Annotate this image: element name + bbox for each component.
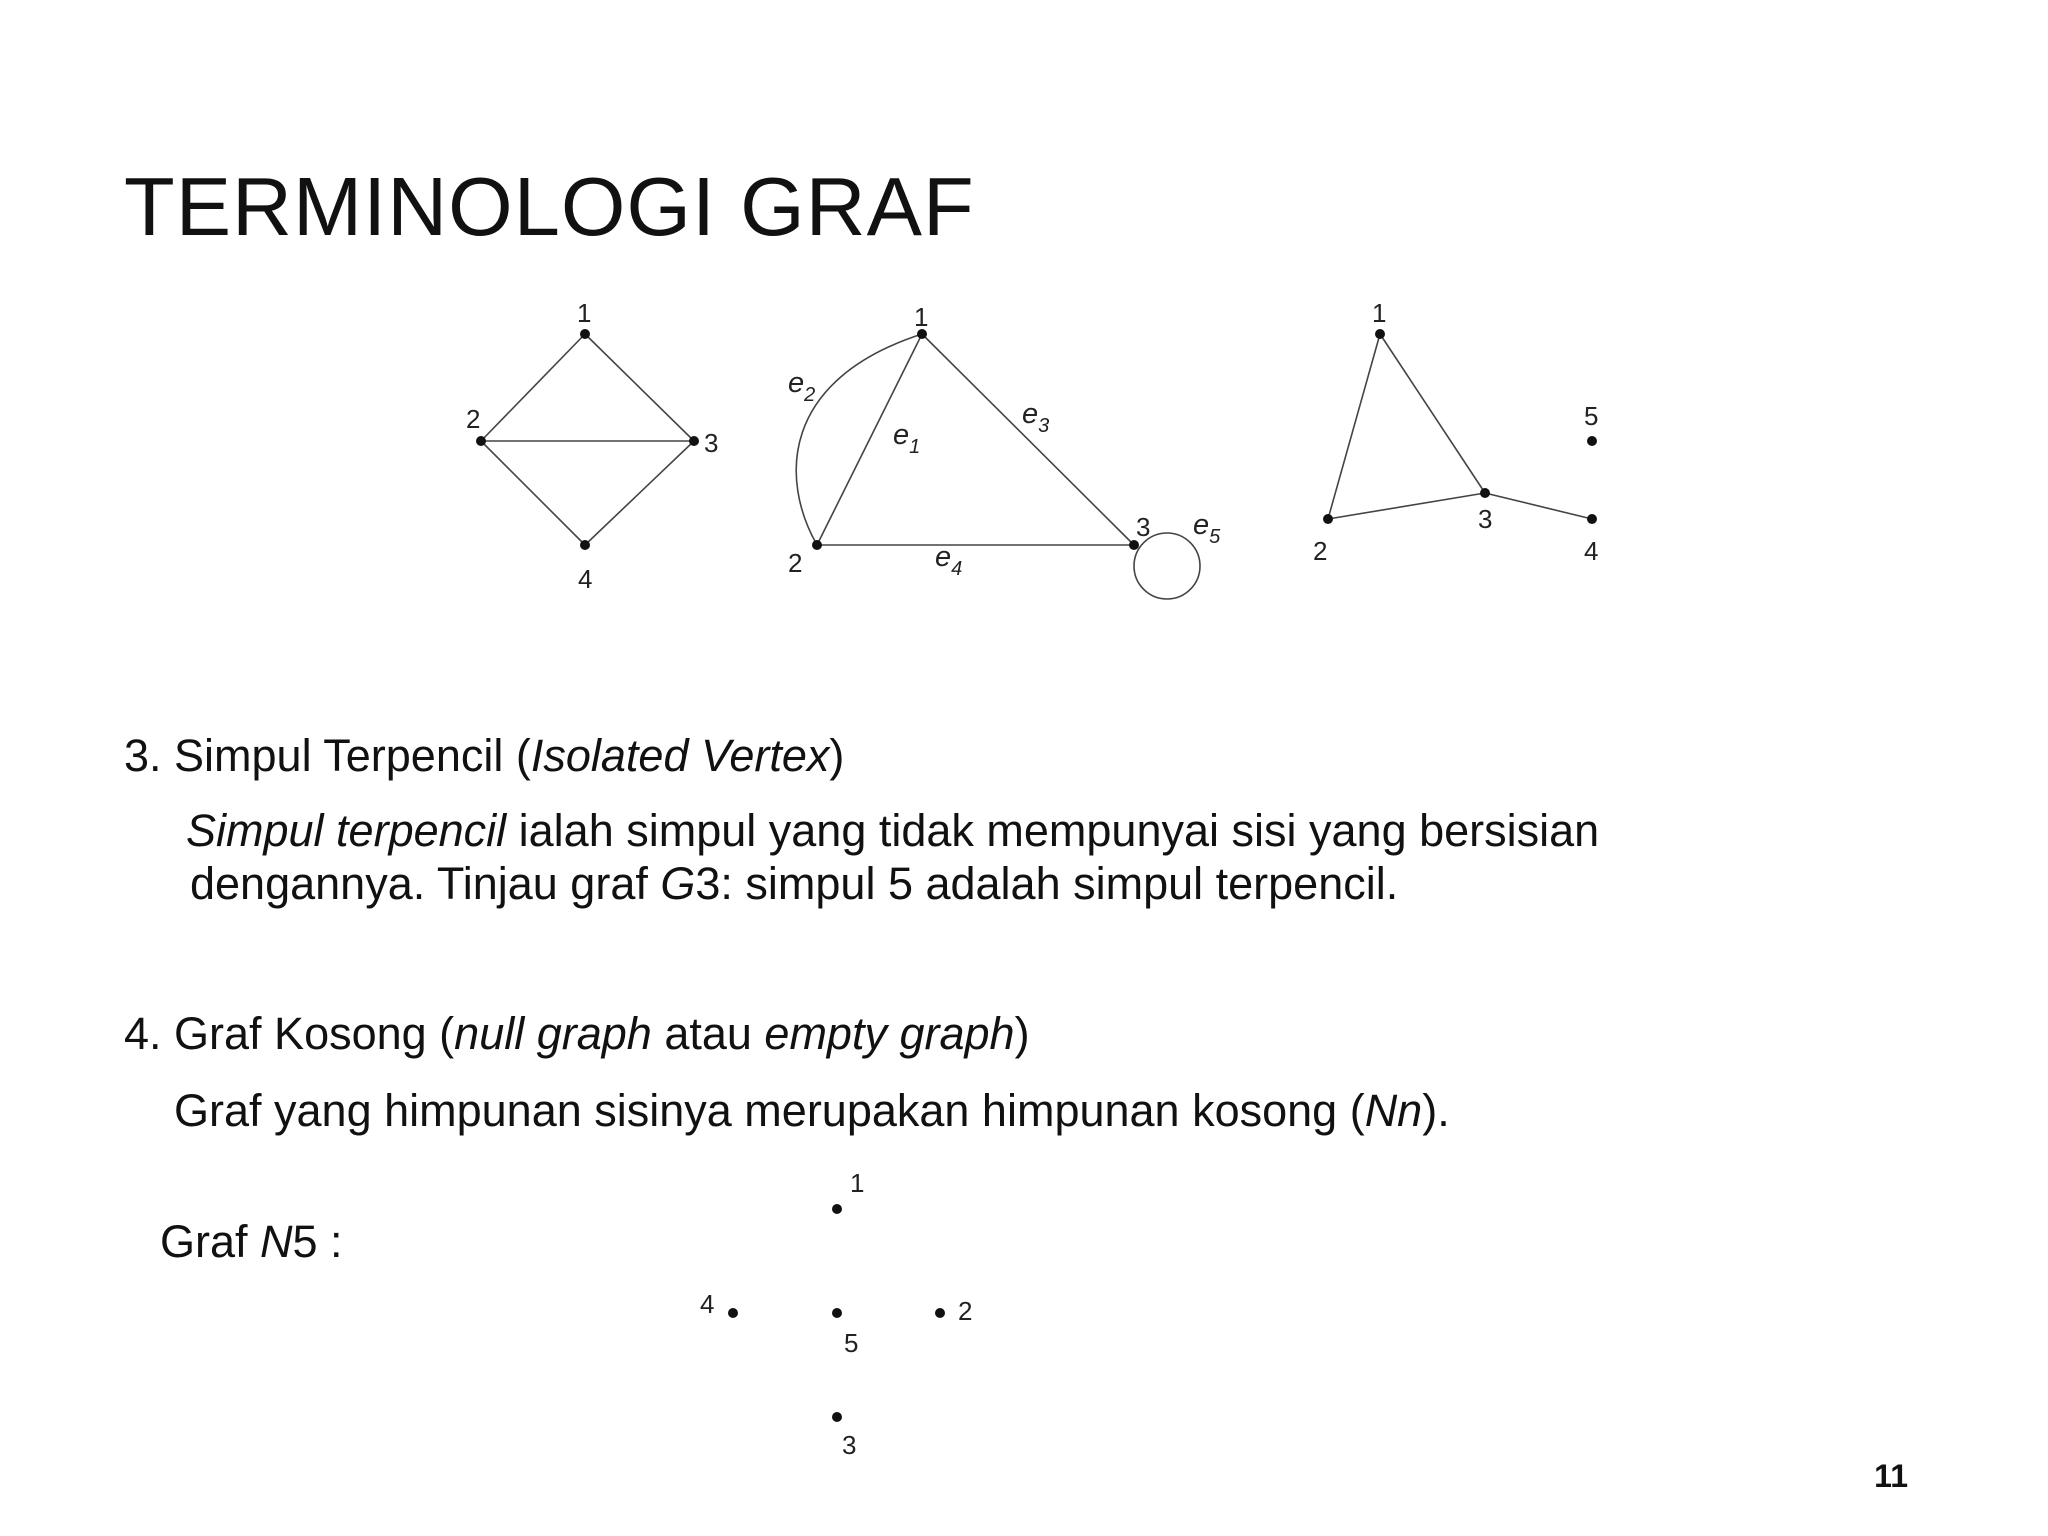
g3-node-4 bbox=[1587, 514, 1597, 524]
graph-g3 bbox=[1328, 334, 1592, 519]
g2-label-1: 1 bbox=[914, 302, 929, 332]
section3-definition-line1: Simpul terpencil ialah simpul yang tidak mempunyai sisi yang bersisian bbox=[186, 805, 1600, 856]
g3-label-1: 1 bbox=[1372, 298, 1387, 328]
g3-label-3: 3 bbox=[1478, 504, 1493, 534]
n5-node-3 bbox=[832, 1412, 842, 1422]
g3-edge-1-3 bbox=[1380, 334, 1485, 493]
g1-node-3 bbox=[689, 436, 699, 446]
n5-label-5: 5 bbox=[844, 1328, 859, 1358]
n5-label-3: 3 bbox=[842, 1430, 857, 1460]
g1-node-2 bbox=[476, 436, 486, 446]
page-number: 11 bbox=[1874, 1458, 1908, 1494]
g3-label-4: 4 bbox=[1584, 536, 1599, 566]
graph-g2-nodes bbox=[788, 302, 1221, 580]
g1-edge-3-4 bbox=[585, 441, 694, 545]
g3-edge-1-2 bbox=[1328, 334, 1380, 519]
g3-edge-3-4 bbox=[1485, 493, 1592, 519]
g1-label-1: 1 bbox=[577, 298, 592, 328]
graph-n5-nodes bbox=[700, 1168, 972, 1460]
g1-node-4 bbox=[580, 540, 590, 550]
g3-node-2 bbox=[1323, 514, 1333, 524]
g3-label-5: 5 bbox=[1584, 401, 1599, 431]
g3-node-1 bbox=[1375, 329, 1385, 339]
g3-node-5-isolated bbox=[1587, 436, 1597, 446]
n5-node-4 bbox=[728, 1308, 738, 1318]
n5-node-2 bbox=[935, 1308, 945, 1318]
g1-edge-1-3 bbox=[585, 334, 694, 441]
g2-edge-e3 bbox=[922, 334, 1134, 545]
g2-node-2 bbox=[812, 540, 822, 550]
g1-edge-1-2 bbox=[481, 334, 585, 441]
n5-label-1: 1 bbox=[850, 1168, 865, 1198]
section4-definition: Graf yang himpunan sisinya merupakan himpunan kosong (Nn). bbox=[174, 1085, 1450, 1136]
section3-definition-line2: dengannya. Tinjau graf G3: simpul 5 adalah simpul terpencil. bbox=[190, 858, 1399, 909]
g2-edge-label-e2: $e_2$ bbox=[788, 367, 816, 406]
graph-g1 bbox=[481, 334, 694, 545]
g1-label-3: 3 bbox=[704, 428, 719, 458]
graph-g2 bbox=[796, 334, 1200, 599]
g2-label-2: 2 bbox=[788, 548, 803, 578]
g2-edge-label-e4: $e_4$ bbox=[935, 541, 963, 580]
g2-edge-label-e3: $e_3$ bbox=[1022, 398, 1050, 437]
n5-label-2: 2 bbox=[958, 1296, 973, 1326]
n5-node-1 bbox=[832, 1204, 842, 1214]
g2-edge-label-e1: $e_1$ bbox=[893, 419, 921, 458]
g1-label-2: 2 bbox=[466, 404, 481, 434]
g3-node-3 bbox=[1480, 488, 1490, 498]
g1-node-1 bbox=[580, 329, 590, 339]
g1-label-4: 4 bbox=[578, 564, 593, 594]
g2-label-3: 3 bbox=[1136, 512, 1151, 542]
g2-edge-label-e5: $e_5$ bbox=[1193, 509, 1221, 548]
section3-heading: 3. Simpul Terpencil (Isolated Vertex) bbox=[124, 730, 845, 781]
g2-edge-e5-loop bbox=[1134, 533, 1200, 599]
slide-title: TERMINOLOGI GRAF bbox=[124, 160, 975, 253]
graph-g3-nodes bbox=[1313, 298, 1598, 566]
g3-label-2: 2 bbox=[1313, 536, 1328, 566]
graph-g1-nodes bbox=[466, 298, 718, 594]
g3-edge-2-3 bbox=[1328, 493, 1485, 519]
n5-label-4: 4 bbox=[700, 1289, 715, 1319]
section4-heading: 4. Graf Kosong (null graph atau empty graph) bbox=[124, 1008, 1030, 1059]
n5-graph-label: Graf N5 : bbox=[160, 1216, 343, 1267]
n5-node-5 bbox=[832, 1308, 842, 1318]
g1-edge-2-4 bbox=[481, 441, 585, 545]
